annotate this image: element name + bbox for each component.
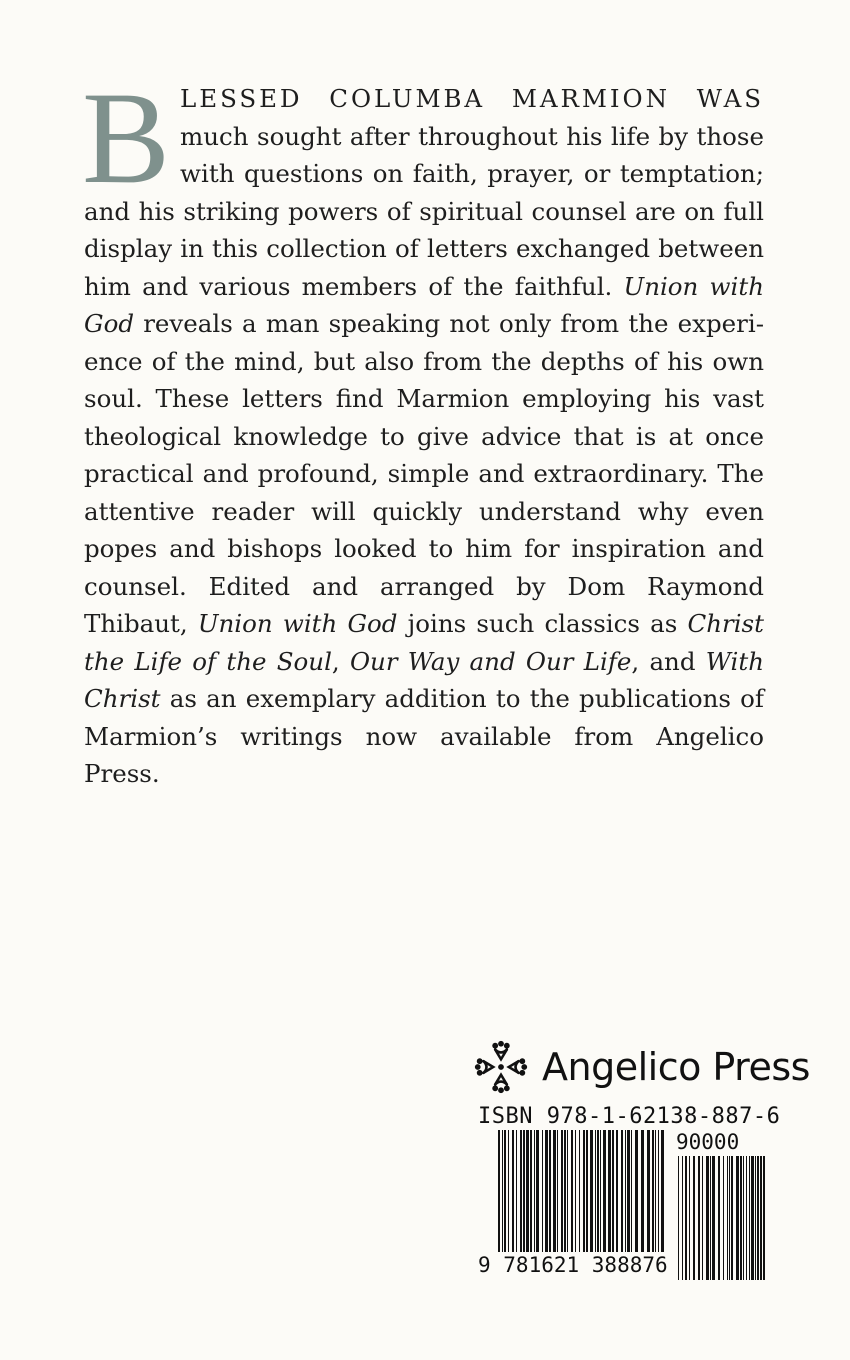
barcode-bar — [603, 1130, 606, 1252]
barcode-bar — [749, 1156, 750, 1280]
barcode-bar — [583, 1130, 585, 1252]
barcode-bar — [627, 1130, 630, 1252]
blurb-text-4: , — [331, 646, 350, 676]
barcode-bar — [746, 1156, 747, 1280]
barcode-bar — [763, 1156, 765, 1280]
barcode-bar — [625, 1130, 626, 1252]
barcode-bar — [712, 1156, 715, 1280]
barcode-bar — [534, 1130, 535, 1252]
barcode-bar — [736, 1156, 739, 1280]
isbn-label: ISBN 978-1-62138-887-6 — [478, 1104, 781, 1129]
barcode-bar — [590, 1130, 593, 1252]
barcode-bar — [678, 1156, 679, 1280]
book-title-our-way: Our Way and Our Life — [349, 646, 632, 676]
barcode-bar — [698, 1156, 700, 1280]
barcode-bar — [755, 1156, 756, 1280]
barcode-bar — [641, 1130, 644, 1252]
barcode-bar — [575, 1130, 576, 1252]
barcode-bar — [502, 1130, 503, 1252]
barcode-bar — [523, 1130, 525, 1252]
barcode-bar — [655, 1130, 656, 1252]
drop-cap: B — [82, 64, 171, 211]
barcode-bar — [557, 1130, 558, 1252]
barcode-bar — [526, 1130, 529, 1252]
barcode-bar — [727, 1156, 728, 1280]
barcode-bar — [530, 1130, 532, 1252]
barcode-bar — [760, 1156, 762, 1280]
barcode-bar — [564, 1130, 566, 1252]
barcode-bar — [508, 1130, 509, 1252]
barcode-bar — [579, 1130, 580, 1252]
cross-logo-icon — [470, 1036, 532, 1098]
barcode-bar — [652, 1130, 654, 1252]
barcode-bar — [729, 1156, 730, 1280]
blurb-lead: LESSED COLUMBA MARMION WAS — [180, 84, 764, 113]
barcode-bar — [635, 1130, 638, 1252]
barcode-bar — [718, 1156, 720, 1280]
blurb-text-6: as an exemplary addition to the publications of Marmion’s writings now available from Angelico Press. — [84, 684, 764, 788]
barcode-bar — [516, 1130, 517, 1252]
barcode-bar — [595, 1130, 596, 1252]
blurb-text-1: much sought after throughout his life by those with questions on faith, prayer, or temptation; and his striking powers of spiritual counsel are on full display in this collection of letters exchanged between him and various members of the faithful. — [84, 121, 764, 301]
barcode-bar — [586, 1130, 588, 1252]
barcode-bar — [693, 1156, 695, 1280]
barcode-bar — [621, 1130, 623, 1252]
barcode-bar — [536, 1130, 539, 1252]
barcode-bar — [571, 1130, 573, 1252]
barcode-bar — [658, 1130, 659, 1252]
barcode-bar — [661, 1130, 664, 1252]
barcode-bar — [616, 1130, 618, 1252]
barcode-digits: 9 781621 388876 — [478, 1252, 672, 1278]
barcode-bar — [561, 1130, 563, 1252]
blurb-text-5: , and — [631, 646, 706, 676]
barcode-bar — [520, 1130, 522, 1252]
barcode-bar — [567, 1130, 568, 1252]
barcode-bar — [504, 1130, 506, 1252]
barcode-bar — [706, 1156, 709, 1280]
barcode-bar — [597, 1130, 599, 1252]
barcode-bar — [751, 1156, 754, 1280]
barcode-bar — [631, 1130, 632, 1252]
publisher-logo — [470, 1032, 810, 1102]
barcode-bar — [743, 1156, 744, 1280]
barcode-bar — [608, 1130, 611, 1252]
book-title-christ-the-life: Christ the Life of the Soul — [84, 609, 764, 676]
barcode-bar — [542, 1130, 543, 1252]
barcode-bar — [498, 1130, 500, 1252]
barcode-bar — [647, 1130, 650, 1252]
barcode-bar — [710, 1156, 711, 1280]
blurb-text-3: joins such classics as — [397, 609, 688, 638]
isbn-barcode — [478, 1130, 768, 1280]
price-code: 90000 — [676, 1130, 740, 1154]
barcode-bar — [685, 1156, 687, 1280]
barcode-bar — [553, 1130, 556, 1252]
book-title-with-christ: With Christ — [84, 646, 764, 713]
barcode-bar — [740, 1156, 742, 1280]
barcode-bar — [682, 1156, 683, 1280]
barcode-bar — [702, 1156, 703, 1280]
barcode-bar — [689, 1156, 690, 1280]
barcode-bar — [612, 1130, 614, 1252]
barcode-bar — [723, 1156, 724, 1280]
publisher-name: Angelico Press — [542, 1045, 810, 1089]
blurb-text-2: reveals a man speaking not only from the experience of the mind, but also from the depths of his own soul. These letters find Marmion employing his vast theological knowledge to give advice that is at once practical and profound, simple and extraordinary. The attentive reader will quickly understand why even popes and bishops looked to him for inspiration and counsel. Edited and arranged by Dom Raymond Thibaut, — [84, 309, 764, 638]
barcode-bar — [512, 1130, 514, 1252]
back-cover-blurb — [82, 64, 764, 793]
barcode-bar — [731, 1156, 733, 1280]
barcode-bar — [600, 1130, 601, 1252]
book-title-union-with-god: Union with God — [84, 271, 764, 338]
book-title-union-with-god-2: Union with God — [197, 609, 398, 638]
barcode-bar — [757, 1156, 759, 1280]
barcode-bar — [545, 1130, 548, 1252]
barcode-bar — [549, 1130, 551, 1252]
